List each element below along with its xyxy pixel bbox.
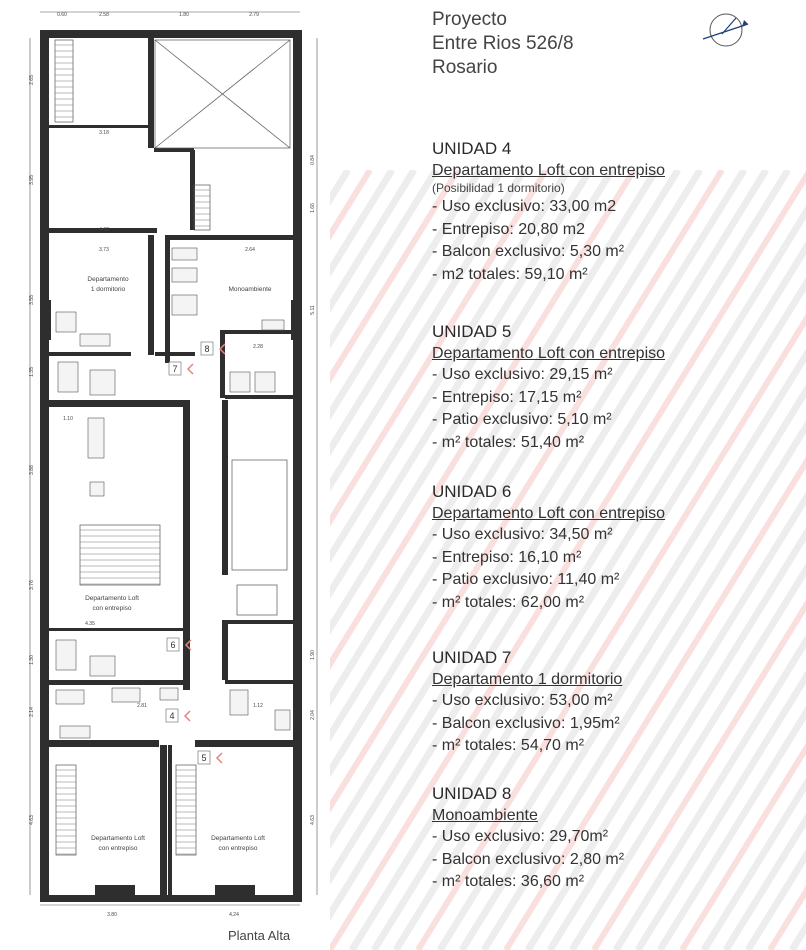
unit-5-description: Departamento Loft con entrepiso bbox=[432, 345, 666, 362]
dimension-right: 5.11 bbox=[310, 305, 316, 315]
dimension-left: 1.30 bbox=[29, 655, 35, 665]
entry-chevron-icon bbox=[217, 753, 222, 763]
unit-6-item: - Entrepiso: 16,10 m² bbox=[432, 547, 762, 570]
unit-marker-number: 5 bbox=[201, 753, 207, 763]
unit-8-item: - m² totales: 36,60 m² bbox=[432, 871, 762, 894]
unit-4-note: (Posibilidad 1 dormitorio) bbox=[432, 181, 565, 195]
dimension-top: 2.58 bbox=[99, 12, 109, 18]
dimension-left: 1.35 bbox=[29, 367, 35, 377]
entry-chevron-icon bbox=[185, 711, 190, 721]
unit-6-item: - Patio exclusivo: 11,40 m² bbox=[432, 569, 762, 592]
unit-7-item: - Balcon exclusivo: 1,95m² bbox=[432, 713, 762, 736]
dimension-top: 0.60 bbox=[57, 12, 67, 18]
room-label-loft-mid-l1: Departamento Loft bbox=[85, 595, 139, 602]
entry-chevron-icon bbox=[188, 364, 193, 374]
unit-6-item: - Uso exclusivo: 34,50 m² bbox=[432, 524, 762, 547]
dimension-left: 3.95 bbox=[29, 175, 35, 185]
room-label-dept-1dorm-l2: 1 dormitorio bbox=[90, 286, 126, 293]
project-title-line-3: Rosario bbox=[432, 57, 498, 78]
dimension-bottom: 4.24 bbox=[229, 912, 239, 918]
unit-5-item: - Uso exclusivo: 29,15 m² bbox=[432, 364, 762, 387]
unit-5-item: - m² totales: 51,40 m² bbox=[432, 432, 762, 455]
dimension-right: 2.04 bbox=[310, 710, 316, 720]
dimension-inner: 2.28 bbox=[253, 344, 263, 350]
dimension-inner: 1.12 bbox=[253, 703, 263, 709]
room-label-loft-mid-l2: con entrepiso bbox=[92, 605, 132, 612]
unit-8-heading: UNIDAD 8 bbox=[432, 784, 512, 803]
dimension-right: 1.90 bbox=[310, 650, 316, 660]
unit-4-item: - Entrepiso: 20,80 m2 bbox=[432, 219, 762, 242]
room-label-loft-bl-l1: Departamento Loft bbox=[91, 835, 145, 842]
unit-marker-number: 6 bbox=[170, 640, 176, 650]
room-label-loft-bl-l2: con entrepiso bbox=[98, 845, 138, 852]
plan-caption: Planta Alta bbox=[228, 928, 291, 943]
dimension-bottom: 3.80 bbox=[107, 912, 117, 918]
dimension-inner: 2.64 bbox=[245, 247, 255, 253]
unit-5-item: - Patio exclusivo: 5,10 m² bbox=[432, 409, 762, 432]
dimension-left: 3.55 bbox=[29, 295, 35, 305]
dimension-inner: 4.35 bbox=[85, 621, 95, 627]
room-label-dept-1dorm-l1: Departamento bbox=[87, 276, 129, 283]
unit-4-item: - m2 totales: 59,10 m² bbox=[432, 264, 762, 287]
project-title-line-2: Entre Rios 526/8 bbox=[432, 33, 574, 54]
unit-6 bbox=[432, 481, 762, 614]
dimension-inner: 3.73 bbox=[99, 247, 109, 253]
dimension-top: 1.80 bbox=[179, 12, 189, 18]
unit-6-item: - m² totales: 62,00 m² bbox=[432, 592, 762, 615]
unit-4-description: Departamento Loft con entrepiso bbox=[432, 162, 666, 179]
dimension-left: 4.63 bbox=[29, 815, 35, 825]
dimension-top: 2.79 bbox=[249, 12, 259, 18]
unit-marker-number: 7 bbox=[172, 364, 178, 374]
dimension-right: 0.84 bbox=[310, 155, 316, 165]
room-label-loft-br-l1: Departamento Loft bbox=[211, 835, 265, 842]
dimension-right: 1.66 bbox=[310, 203, 316, 213]
unit-5 bbox=[432, 321, 762, 454]
unit-marker-number: 4 bbox=[169, 711, 175, 721]
dimension-left: 3.76 bbox=[29, 580, 35, 590]
unit-4 bbox=[432, 138, 762, 286]
dimension-left: 2.65 bbox=[29, 75, 35, 85]
unit-8-item: - Uso exclusivo: 29,70m² bbox=[432, 826, 762, 849]
unit-8 bbox=[432, 783, 762, 894]
unit-7-description: Departamento 1 dormitorio bbox=[432, 671, 623, 688]
unit-4-item: - Balcon exclusivo: 5,30 m² bbox=[432, 241, 762, 264]
dimension-inner: 4.62 bbox=[99, 227, 109, 233]
dimension-inner: 1.10 bbox=[63, 416, 73, 422]
dimension-left: 3.88 bbox=[29, 465, 35, 475]
unit-7-item: - Uso exclusivo: 53,00 m² bbox=[432, 690, 762, 713]
floor-plan bbox=[0, 0, 330, 950]
unit-5-heading: UNIDAD 5 bbox=[432, 322, 512, 341]
dimension-left: 2.14 bbox=[29, 707, 35, 717]
dimension-inner: 3.18 bbox=[99, 130, 109, 136]
unit-5-item: - Entrepiso: 17,15 m² bbox=[432, 387, 762, 410]
unit-6-description: Departamento Loft con entrepiso bbox=[432, 505, 666, 522]
unit-7 bbox=[432, 647, 762, 758]
unit-4-item: - Uso exclusivo: 33,00 m2 bbox=[432, 196, 762, 219]
north-compass-icon bbox=[700, 10, 750, 50]
unit-8-description: Monoambiente bbox=[432, 807, 538, 824]
room-label-loft-br-l2: con entrepiso bbox=[218, 845, 258, 852]
unit-marker-number: 8 bbox=[204, 344, 210, 354]
unit-6-heading: UNIDAD 6 bbox=[432, 482, 512, 501]
unit-7-heading: UNIDAD 7 bbox=[432, 648, 512, 667]
dimension-right: 4.63 bbox=[310, 815, 316, 825]
unit-7-item: - m² totales: 54,70 m² bbox=[432, 735, 762, 758]
project-title-line-1: Proyecto bbox=[432, 9, 507, 30]
dimension-inner: 2.81 bbox=[137, 703, 147, 709]
room-label-monoambiente: Monoambiente bbox=[228, 286, 272, 293]
unit-4-heading: UNIDAD 4 bbox=[432, 139, 512, 158]
project-title bbox=[432, 8, 574, 80]
unit-8-item: - Balcon exclusivo: 2,80 m² bbox=[432, 849, 762, 872]
